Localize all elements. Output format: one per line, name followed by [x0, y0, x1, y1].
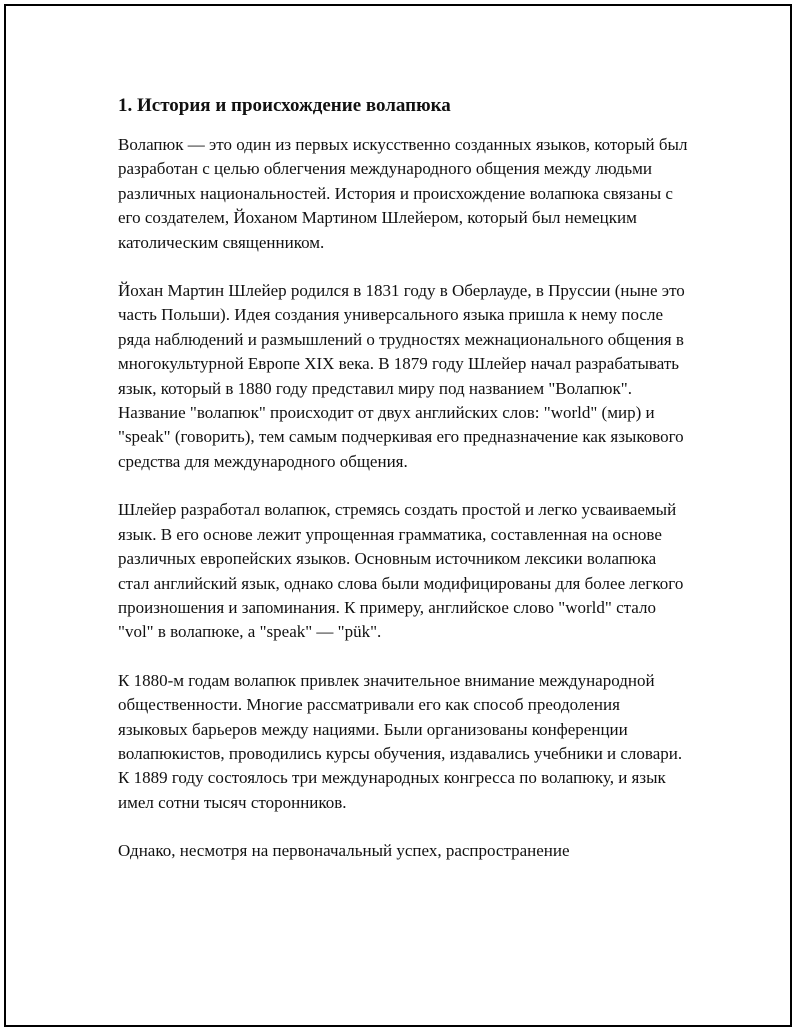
paragraph-3: Шлейер разработал волапюк, стремясь создать простой и легко усваиваемый язык. В его основе лежит упрощенная грамматика, составленная на основе различных европейских языков. Основным источником лексики волапюка стал английский язык, однако слова были модифицированы для более легкого произношения и запоминания. К примеру, английское слово "world" стало "vol" в волапюке, а "speak" — "pük". [118, 500, 684, 642]
document-body [118, 93, 688, 888]
paragraph-5: Однако, несмотря на первоначальный успех, распространение [118, 841, 570, 861]
section-heading: 1. История и происхождение волапюка [118, 95, 451, 116]
paragraph-4: К 1880-м годам волапюк привлек значительное внимание международной общественности. Многие рассматривали его как способ преодоления языковых барьеров между нациями. Были организованы конференции волапюкистов, проводились курсы обучения, издавались учебники и словари. К 1889 году состоялось три международных конгресса по волапюку, и язык имел сотни тысяч сторонников. [118, 670, 683, 812]
paragraph-2: Йохан Мартин Шлейер родился в 1831 году в Оберлауде, в Пруссии (ныне это часть Польши). Идея создания универсального языка пришла к нему после ряда наблюдений и размышлений о трудностях межнационального общения в многокультурной Европе XIX века. В 1879 году Шлейер начал разрабатывать язык, который в 1880 году представил миру под названием "Волапюк". Название "волапюк" происходит от двух английских слов: "world" (мир) и "speak" (говорить), тем самым подчеркивая его предназначение как языкового средства для международного общения. [118, 281, 685, 471]
paragraph-1: Волапюк — это один из первых искусственно созданных языков, который был разработан с целью облегчения международного общения между людьми различных национальностей. История и происхождение волапюка связаны с его создателем, Йоханом Мартином Шлейером, который был немецким католическим священником. [118, 135, 688, 252]
